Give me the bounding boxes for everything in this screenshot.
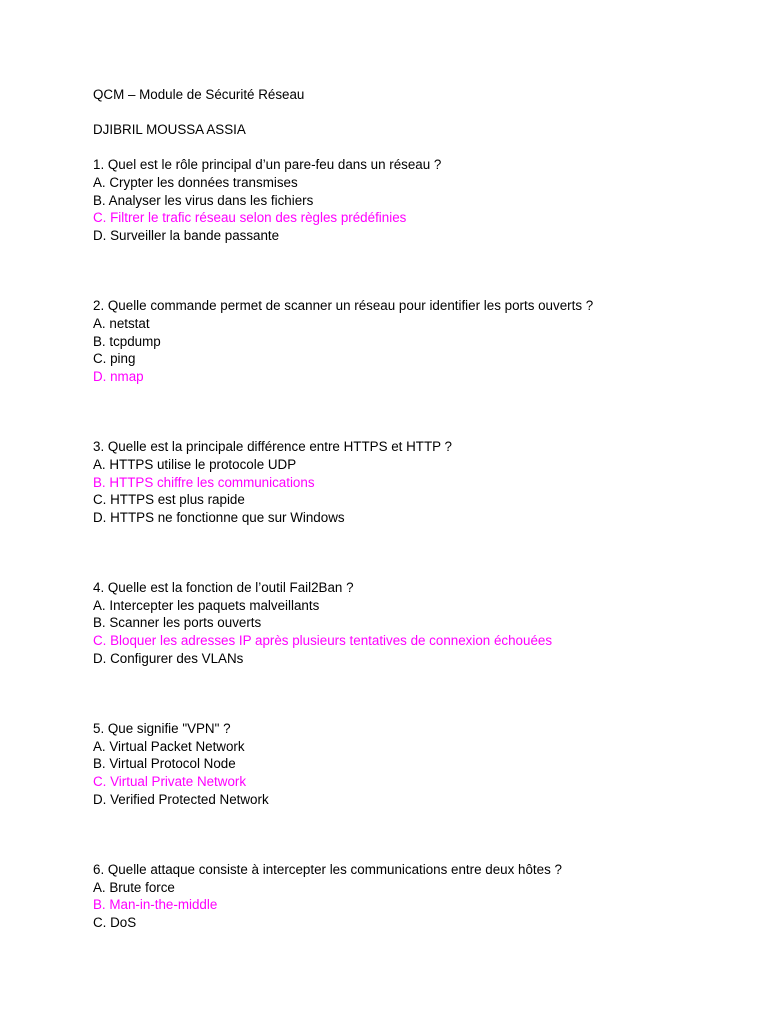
question-text: 1. Quel est le rôle principal d’un pare-feu dans un réseau ? [93,157,442,173]
answer-option: B. Scanner les ports ouverts [93,615,262,631]
answer-option: A. Intercepter les paquets malveillants [93,597,320,613]
correct-answer-option: C. Filtrer le trafic réseau selon des règles prédéfinies [93,210,407,226]
question-block [93,720,728,808]
author-name: DJIBRIL MOUSSA ASSIA [93,122,246,138]
question-text: 2. Quelle commande permet de scanner un réseau pour identifier les ports ouverts ? [93,298,594,314]
answer-option: A. Crypter les données transmises [93,174,298,190]
correct-answer-option: B. Man-in-the-middle [93,897,218,913]
answer-option: D. HTTPS ne fonctionne que sur Windows [93,509,345,525]
document-title: QCM – Module de Sécurité Réseau [93,87,305,102]
correct-answer-option: B. HTTPS chiffre les communications [93,474,315,490]
question-text: 5. Que signifie "VPN" ? [93,721,231,737]
answer-option: C. ping [93,351,136,367]
question-text: 6. Quelle attaque consiste à intercepter les communications entre deux hôtes ? [93,862,562,878]
document-page [93,86,728,932]
answer-option: C. DoS [93,915,137,930]
question-text: 3. Quelle est la principale différence entre HTTPS et HTTP ? [93,439,452,455]
answer-option: A. Virtual Packet Network [93,738,245,754]
question-block [93,438,728,526]
answer-option: B. tcpdump [93,333,161,349]
question-block [93,579,728,667]
answer-option: A. HTTPS utilise le protocole UDP [93,456,297,472]
question-block [93,156,728,244]
answer-option: B. Analyser les virus dans les fichiers [93,192,314,208]
correct-answer-option: D. nmap [93,368,144,384]
correct-answer-option: C. Bloquer les adresses IP après plusieurs tentatives de connexion échouées [93,633,553,649]
correct-answer-option: C. Virtual Private Network [93,774,247,790]
question-block [93,861,728,931]
answer-option: D. Configurer des VLANs [93,650,244,666]
question-block [93,297,728,385]
answer-option: D. Verified Protected Network [93,791,269,807]
answer-option: C. HTTPS est plus rapide [93,492,245,508]
answer-option: A. netstat [93,315,150,331]
answer-option: A. Brute force [93,879,175,895]
question-list [93,156,728,931]
question-text: 4. Quelle est la fonction de l’outil Fail2Ban ? [93,580,354,596]
answer-option: D. Surveiller la bande passante [93,227,280,243]
answer-option: B. Virtual Protocol Node [93,756,236,772]
